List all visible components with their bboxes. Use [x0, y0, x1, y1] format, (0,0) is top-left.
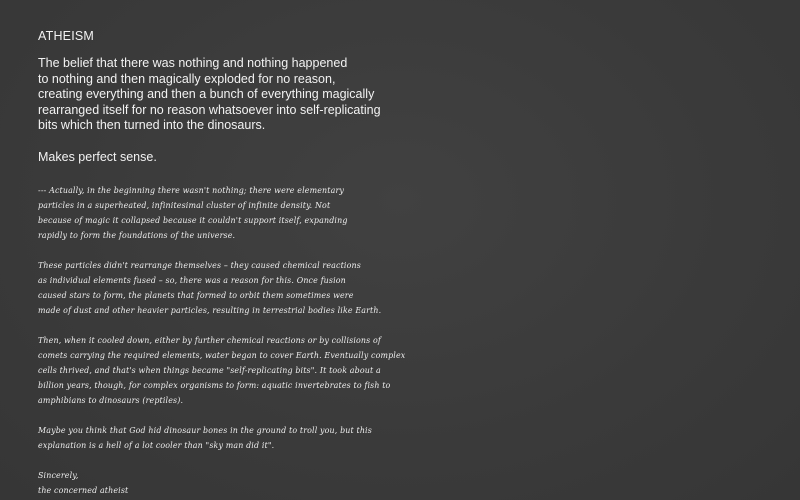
- reply-line: Then, when it cooled down, either by further chemical reactions or by collisions of: [38, 335, 381, 345]
- intro-line: The belief that there was nothing and nothing happened: [38, 56, 348, 70]
- reply-line: caused stars to form, the planets that formed to orbit them sometimes were: [38, 290, 354, 300]
- handwritten-reply: [38, 183, 778, 498]
- reply-line: --- Actually, in the beginning there wasn't nothing; there were elementary: [38, 185, 344, 195]
- reply-line: amphibians to dinosaurs (reptiles).: [38, 395, 184, 405]
- signature-closing: Sincerely,: [38, 470, 79, 480]
- reply-line: cells thrived, and that's when things became "self-replicating bits". It took about a: [38, 365, 381, 375]
- punchline: Makes perfect sense.: [38, 149, 157, 164]
- reply-line: explanation is a hell of a lot cooler than "sky man did it".: [38, 440, 275, 450]
- page-title: ATHEISM: [38, 29, 95, 43]
- reply-line: particles in a superheated, infinitesimal cluster of infinite density. Not: [38, 200, 331, 210]
- intro-line: to nothing and then magically exploded for no reason,: [38, 71, 336, 86]
- reply-line: billion years, though, for complex organisms to form: aquatic invertebrates to fish to: [38, 380, 391, 390]
- reply-line: Maybe you think that God hid dinosaur bones in the ground to troll you, but this: [38, 425, 372, 435]
- intro-line: bits which then turned into the dinosaurs.: [38, 118, 266, 133]
- reply-paragraph: [38, 258, 778, 318]
- reply-paragraph: [38, 423, 778, 453]
- reply-line: because of magic it collapsed because it couldn't support itself, expanding: [38, 215, 348, 225]
- reply-line: These particles didn't rearrange themselves – they caused chemical reactions: [38, 260, 361, 270]
- document: [38, 28, 778, 498]
- reply-line: made of dust and other heavier particles, resulting in terrestrial bodies like Earth.: [38, 305, 382, 315]
- reply-line: comets carrying the required elements, water began to cover Earth. Eventually complex: [38, 350, 406, 360]
- signature: [38, 468, 778, 498]
- intro-line: creating everything and then a bunch of everything magically: [38, 87, 375, 102]
- intro-paragraph: [38, 56, 778, 134]
- reply-paragraph: [38, 183, 778, 243]
- reply-line: rapidly to form the foundations of the universe.: [38, 230, 236, 240]
- intro-line: rearranged itself for no reason whatsoever into self-replicating: [38, 102, 381, 117]
- signature-name: the concerned atheist: [38, 485, 129, 495]
- reply-paragraph: [38, 333, 778, 408]
- reply-line: as individual elements fused – so, there was a reason for this. Once fusion: [38, 275, 346, 285]
